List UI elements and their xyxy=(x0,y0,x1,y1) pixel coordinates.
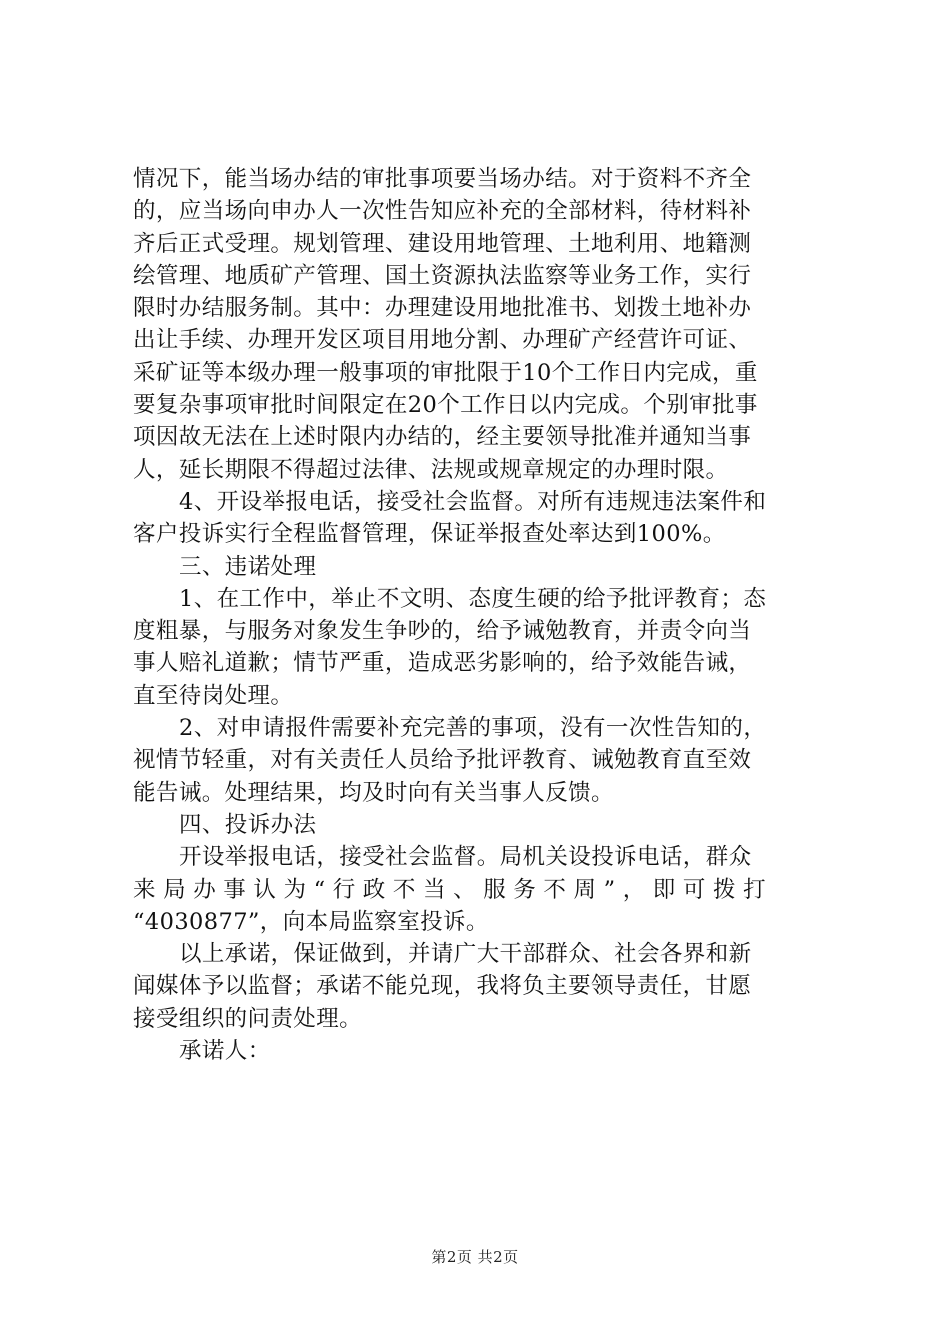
text-line: 出让手续、办理开发区项目用地分割、办理矿产经营许可证、 xyxy=(133,327,752,354)
text-line: 4、开设举报电话，接受社会监督。对所有违规违法案件和 xyxy=(179,488,767,515)
text-line: 项因故无法在上述时限内办结的，经主要领导批准并通知当事 xyxy=(133,424,752,451)
text-line: 接受组织的问责处理。 xyxy=(133,1005,363,1032)
page-number-footer: 第2页 共2页 xyxy=(431,1248,519,1266)
paragraph-signature xyxy=(133,1035,833,1067)
signature-label: 承诺人： xyxy=(179,1038,271,1065)
text-line: 直至待岗处理。 xyxy=(133,682,294,709)
document-body xyxy=(133,163,833,1067)
text-line: 事人赔礼道歉；情节严重，造成恶劣影响的，给予效能告诫， xyxy=(133,650,752,677)
text-line: 采矿证等本级办理一般事项的审批限于10个工作日内完成，重 xyxy=(133,359,758,386)
text-line: 情况下，能当场办结的审批事项要当场办结。对于资料不齐全 xyxy=(133,166,752,192)
text-line: 客户投诉实行全程监督管理，保证举报查处率达到100%。 xyxy=(133,521,726,548)
section-heading: 四、投诉办法 xyxy=(179,811,317,838)
text-line: 来局办事认为“行政不当、服务不周”，即可拨打 xyxy=(133,876,774,903)
paragraph-commitment xyxy=(133,938,833,1035)
text-line: 闻媒体予以监督；承诺不能兑现，我将负主要领导责任，甘愿 xyxy=(133,973,752,1000)
text-line: 开设举报电话，接受社会监督。局机关设投诉电话，群众 xyxy=(179,844,752,871)
section-heading-complaints xyxy=(133,809,833,841)
text-line: 视情节轻重，对有关责任人员给予批评教育、诫勉教育直至效 xyxy=(133,747,752,774)
paragraph-violation-2 xyxy=(133,712,833,809)
text-line: 2、对申请报件需要补充完善的事项，没有一次性告知的， xyxy=(179,715,767,742)
text-line: 人，延长期限不得超过法律、法规或规章规定的办理时限。 xyxy=(133,456,729,483)
text-line: 限时办结服务制。其中：办理建设用地批准书、划拨土地补办 xyxy=(133,295,752,322)
paragraph-hotline xyxy=(133,486,833,551)
text-line: 齐后正式受理。规划管理、建设用地管理、土地利用、地籍测 xyxy=(133,230,752,257)
text-line: 的，应当场向申办人一次性告知应补充的全部材料，待材料补 xyxy=(133,198,752,225)
text-line: 绘管理、地质矿产管理、国土资源执法监察等业务工作，实行 xyxy=(133,262,752,289)
paragraph-complaints xyxy=(133,841,833,938)
section-heading-violations xyxy=(133,551,833,583)
text-line: 要复杂事项审批时间限定在20个工作日以内完成。个别审批事 xyxy=(133,392,758,419)
text-line: “4030877”，向本局监察室投诉。 xyxy=(133,908,489,935)
text-line: 能告诫。处理结果，均及时向有关当事人反馈。 xyxy=(133,779,614,806)
text-line: 以上承诺，保证做到，并请广大干部群众、社会各界和新 xyxy=(179,941,752,968)
paragraph-approval-deadlines xyxy=(133,163,833,486)
paragraph-violation-1 xyxy=(133,583,833,712)
text-line: 1、在工作中，举止不文明、态度生硬的给予批评教育；态 xyxy=(179,585,767,612)
section-heading: 三、违诺处理 xyxy=(179,553,317,580)
text-line: 度粗暴，与服务对象发生争吵的，给予诫勉教育，并责令向当 xyxy=(133,618,752,645)
